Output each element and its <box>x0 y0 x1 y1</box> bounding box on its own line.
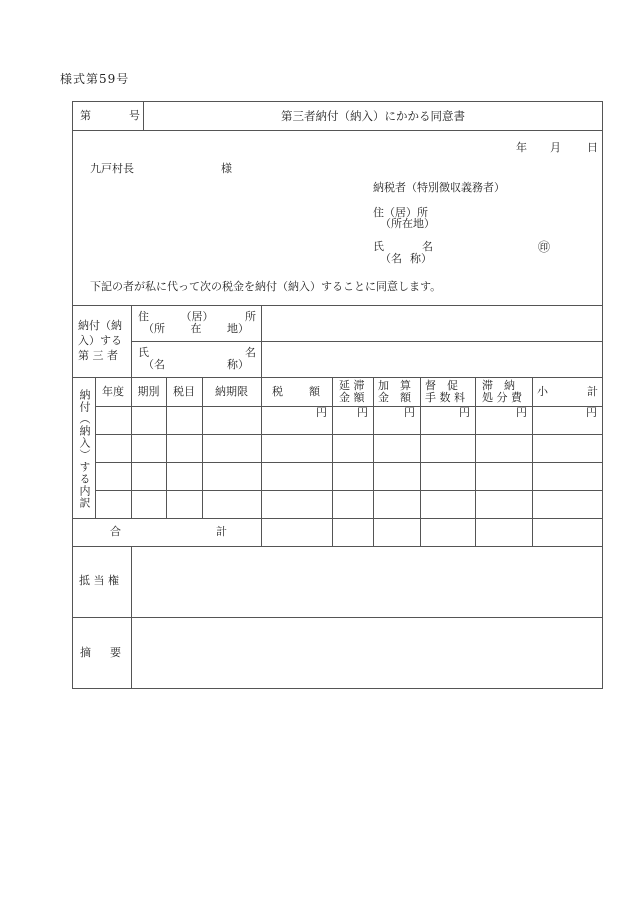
col-tax-2: 額 <box>309 385 320 398</box>
taxpayer-name-sub-2: 称） <box>410 252 432 265</box>
col-add-2: 金 額 <box>378 391 411 404</box>
third-party-name-label: 氏 名 <box>138 346 256 359</box>
third-party-label-2: 入）する <box>78 334 122 347</box>
col-tax-item: 税目 <box>173 385 195 398</box>
date-year: 年 <box>516 141 527 154</box>
third-party-label-3: 第 三 者 <box>78 349 118 362</box>
date-day: 日 <box>587 141 598 154</box>
col-deadline: 納期限 <box>215 385 248 398</box>
form-number: 様式第59号 <box>60 72 130 86</box>
total-label-1: 合 <box>110 525 121 538</box>
yen-unit: 円 <box>586 406 597 419</box>
breakdown-side-label: 納付（納入）する内訳 <box>78 389 91 509</box>
remarks-label-2: 要 <box>110 646 121 659</box>
col-disposal-1: 滞 納 <box>482 379 515 392</box>
yen-unit: 円 <box>316 406 327 419</box>
col-delay-1: 延 滞 <box>339 379 365 392</box>
col-add-1: 加 算 <box>378 379 411 392</box>
col-subtotal-2: 計 <box>587 385 598 398</box>
date-month: 月 <box>550 141 561 154</box>
yen-unit: 円 <box>404 406 415 419</box>
yen-unit: 円 <box>357 406 368 419</box>
col-fee-2: 手 数 料 <box>425 391 465 404</box>
yen-unit: 円 <box>459 406 470 419</box>
third-party-label-1: 納付（納 <box>78 319 122 332</box>
addressee-name: 九戸村長 <box>90 162 134 175</box>
taxpayer-address-sub: （所在地） <box>380 217 435 230</box>
mortgage-label: 抵 当 権 <box>79 574 119 587</box>
taxpayer-address-label: 住（居）所 <box>373 206 428 219</box>
addressee-honorific: 様 <box>221 162 232 175</box>
col-delay-2: 金 額 <box>339 391 365 404</box>
yen-unit: 円 <box>516 406 527 419</box>
consent-text: 下記の者が私に代って次の税金を納付（納入）することに同意します。 <box>90 280 442 293</box>
third-party-address-sub: （所 在 地） <box>143 322 249 335</box>
col-disposal-2: 処 分 費 <box>482 391 522 404</box>
col-period: 期別 <box>137 385 160 398</box>
number-label-1: 第 <box>80 109 91 122</box>
total-label-2: 計 <box>216 525 227 538</box>
third-party-address-label: 住 （居） 所 <box>138 310 256 323</box>
col-year: 年度 <box>102 385 124 398</box>
remarks-label-1: 摘 <box>80 646 91 659</box>
taxpayer-name-label-1: 氏 <box>373 240 384 253</box>
seal-mark: ㊞ <box>538 240 551 254</box>
taxpayer-name-sub-1: （名 <box>380 252 402 265</box>
number-label-2: 号 <box>129 109 140 122</box>
form-title: 第三者納付（納入）にかかる同意書 <box>281 109 465 123</box>
third-party-name-sub: （名 称） <box>143 358 249 371</box>
taxpayer-label: 納税者（特別徴収義務者） <box>373 181 505 194</box>
col-fee-1: 督 促 <box>425 379 458 392</box>
col-tax-1: 税 <box>272 385 283 398</box>
col-subtotal-1: 小 <box>537 385 548 398</box>
consent-form-table <box>72 101 603 689</box>
taxpayer-name-label-2: 名 <box>422 240 433 253</box>
